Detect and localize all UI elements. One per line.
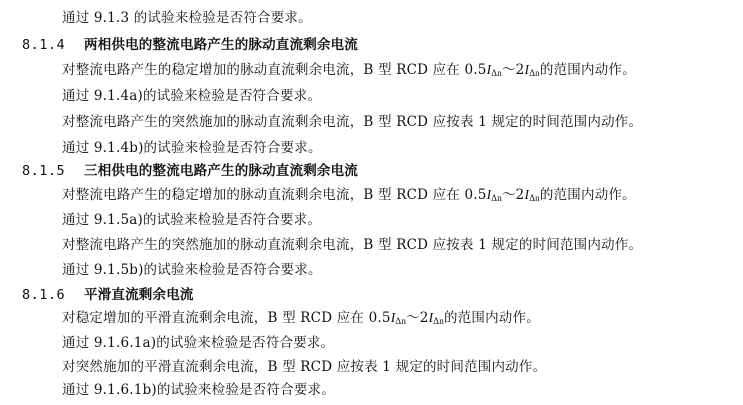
text-line: 通过 9.1.6.1a)的试验来检验是否符合要求。 bbox=[62, 335, 335, 351]
section-title: 平滑直流剩余电流 bbox=[84, 287, 194, 303]
formula-text-pre: 对整流电路产生的稳定增加的脉动直流剩余电流，B 型 RCD 应在 0.5 bbox=[62, 62, 487, 78]
text-line: 通过 9.1.3 的试验来检验是否符合要求。 bbox=[62, 10, 312, 26]
formula-line bbox=[62, 58, 636, 82]
text-line: 对整流电路产生的突然施加的脉动直流剩余电流，B 型 RCD 应按表 1 规定的时间范围内动作。 bbox=[62, 237, 643, 253]
formula-text-post: 的范围内动作。 bbox=[444, 310, 540, 326]
formula-text-pre: 对稳定增加的平滑直流剩余电流，B 型 RCD 应在 0.5 bbox=[62, 310, 391, 326]
math-symbol: $I_{\Delta n}$ bbox=[486, 187, 502, 203]
text-line: 通过 9.1.4b)的试验来检验是否符合要求。 bbox=[62, 140, 322, 156]
math-symbol: $I_{\Delta n}$ bbox=[486, 62, 502, 78]
math-symbol: $I_{\Delta n}$ bbox=[428, 310, 444, 326]
section-number: 8.1.4 bbox=[22, 37, 66, 53]
section-title: 两相供电的整流电路产生的脉动直流剩余电流 bbox=[84, 37, 358, 53]
section-heading bbox=[22, 159, 358, 183]
section-number: 8.1.6 bbox=[22, 287, 66, 303]
section-number: 8.1.5 bbox=[22, 163, 66, 179]
section-heading bbox=[22, 33, 358, 57]
text-line: 通过 9.1.6.1b)的试验来检验是否符合要求。 bbox=[62, 382, 335, 398]
section-heading bbox=[22, 283, 194, 307]
formula-text-mid: ～2 bbox=[501, 62, 525, 78]
text-line: 对整流电路产生的突然施加的脉动直流剩余电流，B 型 RCD 应按表 1 规定的时间范围内动作。 bbox=[62, 114, 643, 130]
formula-text-mid: ～2 bbox=[406, 310, 429, 326]
formula-text-post: 的范围内动作。 bbox=[539, 187, 636, 203]
math-symbol: $I_{\Delta n}$ bbox=[524, 187, 540, 203]
text-line: 通过 9.1.4a)的试验来检验是否符合要求。 bbox=[62, 88, 322, 104]
formula-text-mid: ～2 bbox=[501, 187, 525, 203]
text-line: 通过 9.1.5b)的试验来检验是否符合要求。 bbox=[62, 262, 322, 278]
text-line: 对突然施加的平滑直流剩余电流，B 型 RCD 应按表 1 规定的时间范围内动作。 bbox=[62, 359, 547, 375]
math-symbol: $I_{\Delta n}$ bbox=[390, 310, 407, 326]
formula-text-pre: 对整流电路产生的稳定增加的脉动直流剩余电流，B 型 RCD 应在 0.5 bbox=[62, 187, 487, 203]
formula-line bbox=[62, 306, 540, 330]
math-symbol: $I_{\Delta n}$ bbox=[524, 62, 540, 78]
text-line: 通过 9.1.5a)的试验来检验是否符合要求。 bbox=[62, 212, 322, 228]
formula-text-post: 的范围内动作。 bbox=[539, 62, 636, 78]
formula-line bbox=[62, 183, 636, 207]
section-title: 三相供电的整流电路产生的脉动直流剩余电流 bbox=[84, 163, 358, 179]
